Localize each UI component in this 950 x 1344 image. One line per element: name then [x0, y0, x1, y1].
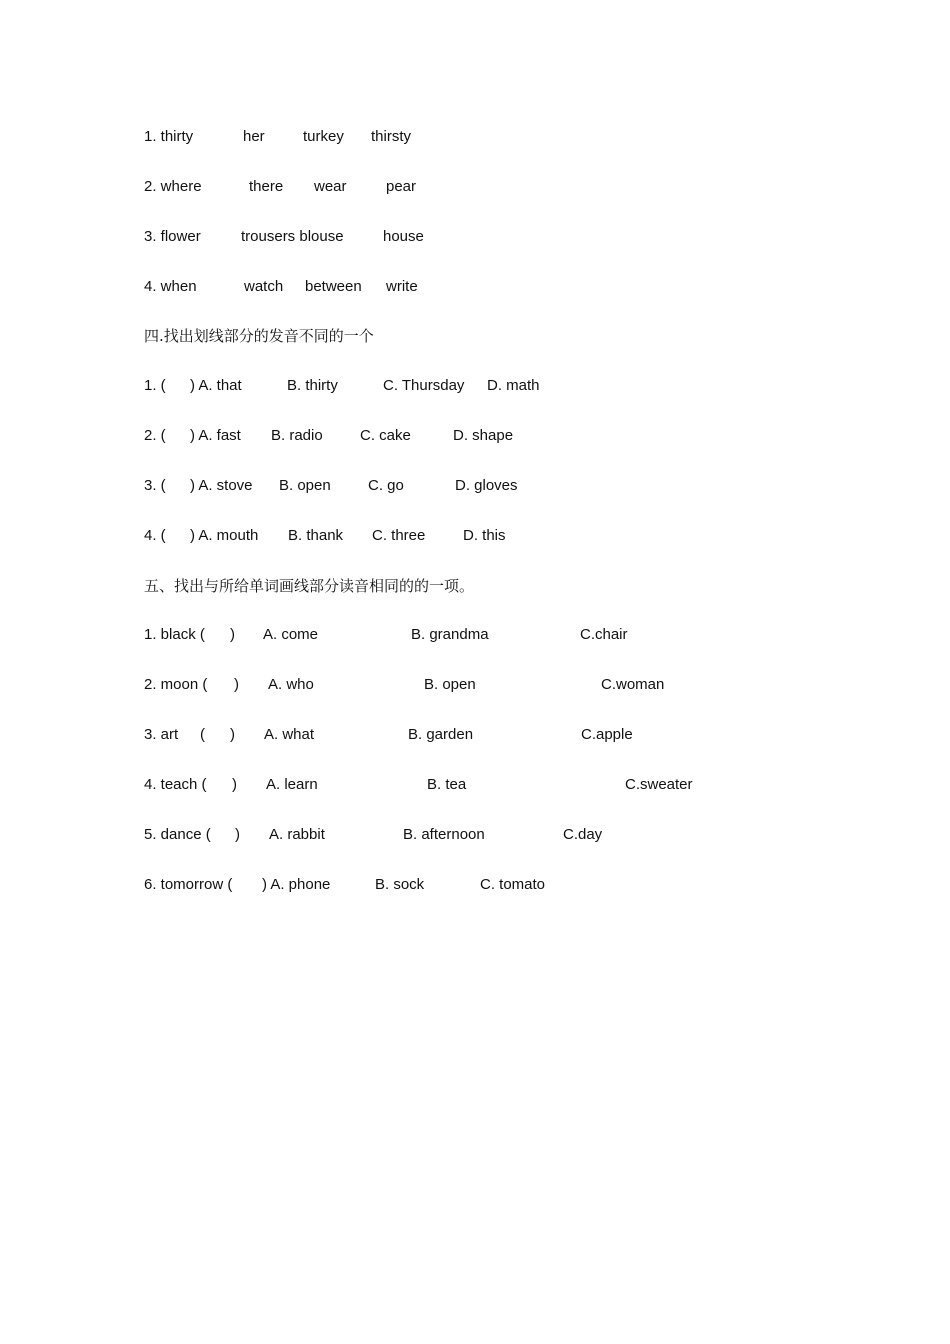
part4-heading: 四.找出划线部分的发音不同的一个: [144, 327, 374, 345]
option-a: A. come: [263, 626, 319, 643]
option-b: B. garden: [408, 726, 474, 743]
question-word: 1. black (: [144, 626, 205, 643]
question-number: 3. (: [144, 477, 166, 494]
word-option: her: [243, 128, 265, 145]
option-d: D. math: [487, 377, 540, 394]
word-option: thirsty: [371, 128, 412, 145]
question-row: [0, 424, 950, 448]
question-number: 4. (: [144, 527, 166, 544]
option-c: C.chair: [580, 626, 628, 643]
option-a: A. learn: [266, 776, 318, 793]
option-c: C. Thursday: [383, 377, 465, 394]
word-option: house: [383, 228, 424, 245]
word-option: write: [386, 278, 418, 295]
option-a: ) A. mouth: [190, 527, 259, 544]
item-number-word: 1. thirty: [144, 128, 194, 145]
option-c: C.day: [563, 826, 603, 843]
option-b: B. open: [424, 676, 476, 693]
question-word: 3. art: [144, 726, 179, 743]
option-b: B. sock: [375, 876, 425, 893]
option-d: D. this: [463, 527, 506, 544]
close-paren: ): [230, 726, 235, 743]
question-row: [0, 873, 950, 897]
question-number: 1. (: [144, 377, 166, 394]
option-a: ) A. stove: [190, 477, 253, 494]
section-heading: [0, 324, 950, 348]
close-paren: ): [232, 776, 237, 793]
option-c: C.apple: [581, 726, 633, 743]
question-row: [0, 823, 950, 847]
item-number-word: 4. when: [144, 278, 197, 295]
question-row: [0, 474, 950, 498]
question-row: [0, 773, 950, 797]
option-a: ) A. phone: [262, 876, 331, 893]
option-a: ) A. that: [190, 377, 242, 394]
word-option: wear: [314, 178, 347, 195]
question-row: [0, 374, 950, 398]
word-option: between: [305, 278, 362, 295]
option-c: C. cake: [360, 427, 411, 444]
close-paren: ): [230, 626, 235, 643]
word-option: turkey: [303, 128, 344, 145]
question-word: 5. dance (: [144, 826, 211, 843]
word-option: pear: [386, 178, 417, 195]
option-c: C. three: [372, 527, 426, 544]
option-a: A. who: [268, 676, 314, 693]
close-paren: ): [234, 676, 239, 693]
option-c: C.woman: [601, 676, 665, 693]
section-heading: [0, 574, 950, 598]
item-number-word: 2. where: [144, 178, 202, 195]
option-a: A. rabbit: [269, 826, 325, 843]
question-row: [0, 723, 950, 747]
option-b: B. tea: [427, 776, 467, 793]
part3-row: [0, 125, 950, 149]
option-b: B. open: [279, 477, 331, 494]
question-row: [0, 623, 950, 647]
word-option: watch: [244, 278, 284, 295]
option-a: A. what: [264, 726, 315, 743]
option-b: B. thank: [288, 527, 344, 544]
word-option: trousers blouse: [241, 228, 344, 245]
close-paren: ): [235, 826, 240, 843]
open-paren: (: [200, 726, 205, 743]
option-c: C.sweater: [625, 776, 693, 793]
option-b: B. thirty: [287, 377, 338, 394]
item-number-word: 3. flower: [144, 228, 201, 245]
option-b: B. radio: [271, 427, 323, 444]
part3-row: [0, 275, 950, 299]
word-option: there: [249, 178, 284, 195]
option-d: D. gloves: [455, 477, 518, 494]
question-word: 2. moon (: [144, 676, 208, 693]
option-c: C. go: [368, 477, 404, 494]
question-number: 2. (: [144, 427, 166, 444]
option-c: C. tomato: [480, 876, 546, 893]
option-a: ) A. fast: [190, 427, 241, 444]
option-b: B. afternoon: [403, 826, 485, 843]
option-d: D. shape: [453, 427, 514, 444]
part3-row: [0, 175, 950, 199]
question-word: 6. tomorrow (: [144, 876, 233, 893]
part5-heading: 五、找出与所给单词画线部分读音相同的的一项。: [144, 577, 475, 595]
question-row: [0, 524, 950, 548]
question-word: 4. teach (: [144, 776, 207, 793]
part3-row: [0, 225, 950, 249]
option-b: B. grandma: [411, 626, 489, 643]
question-row: [0, 673, 950, 697]
